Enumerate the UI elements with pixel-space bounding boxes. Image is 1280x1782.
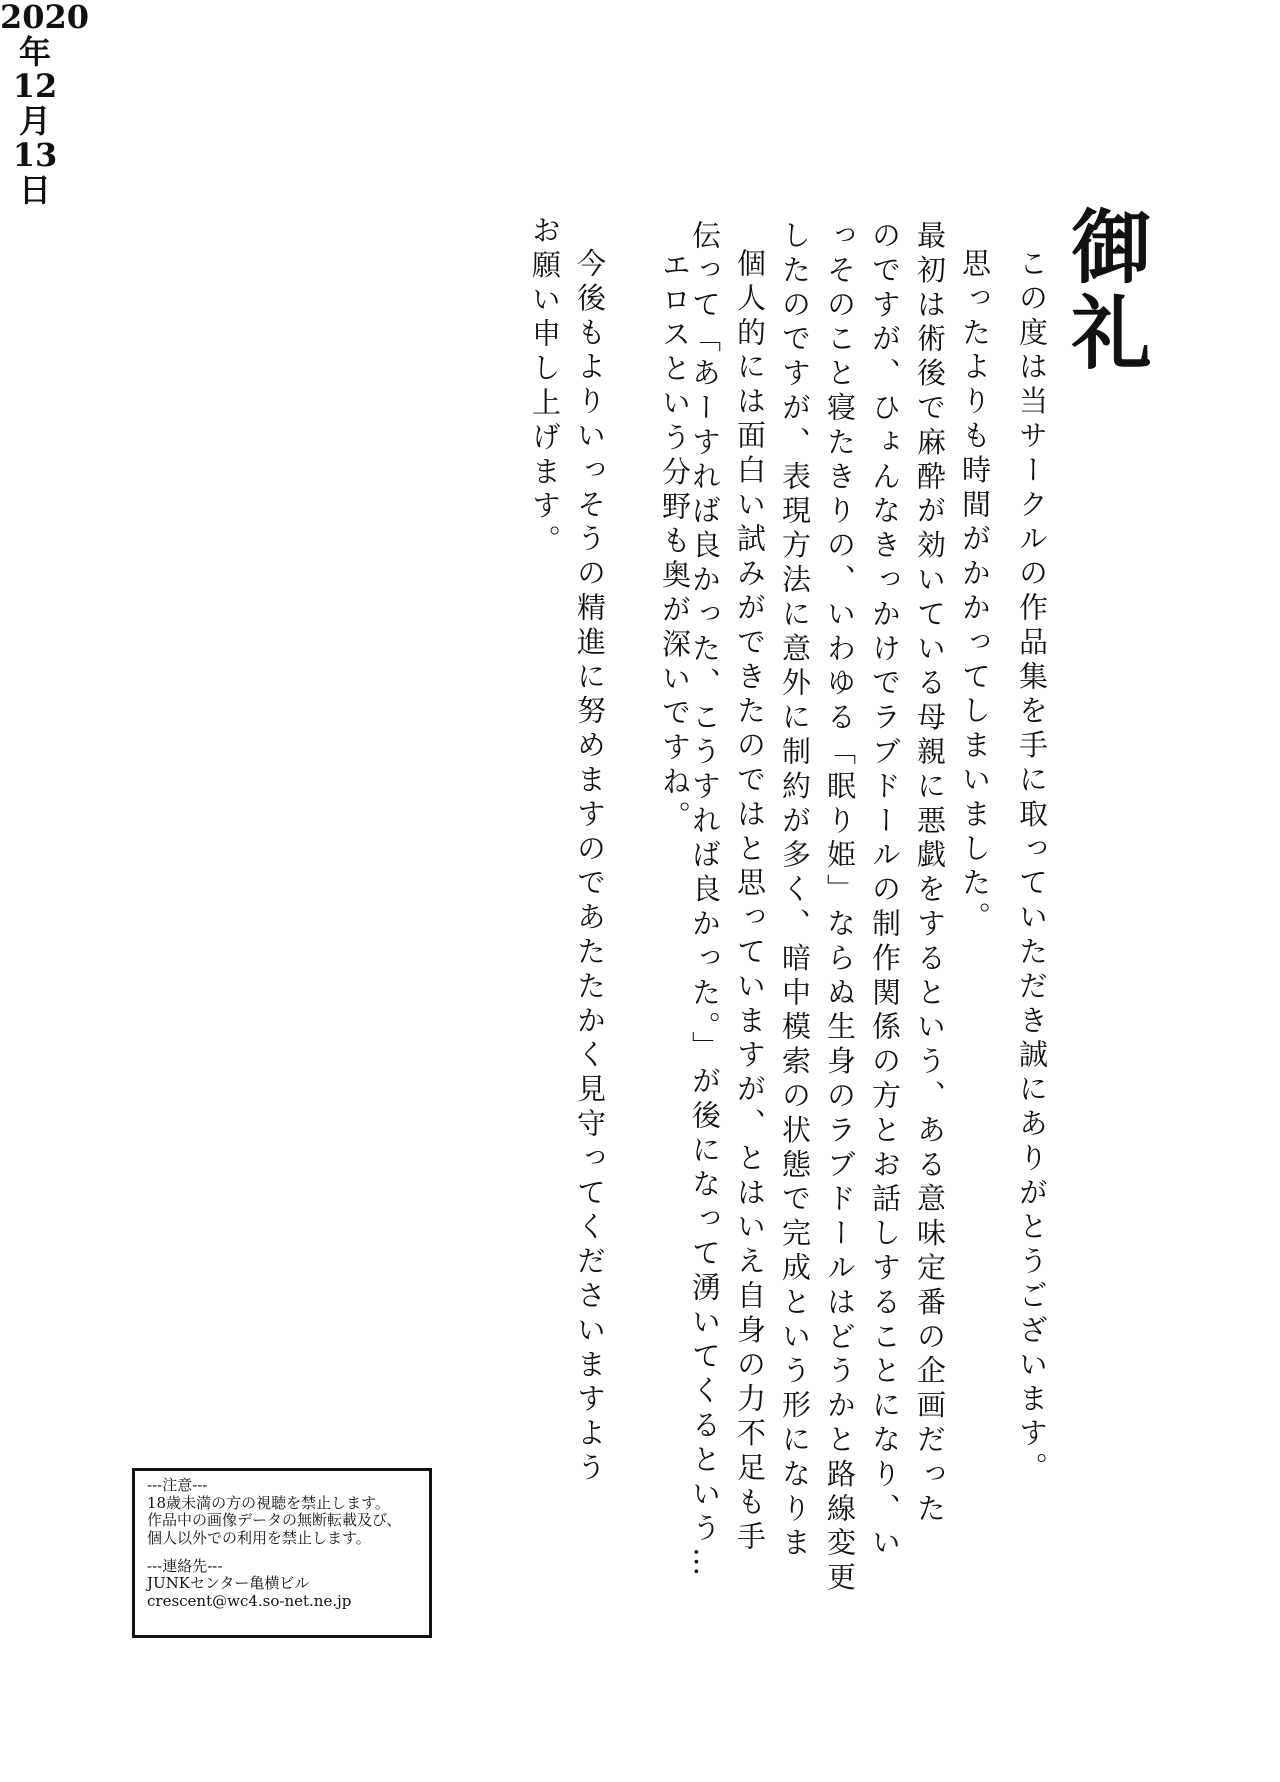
contact-email: crescent@wc4.so-net.ne.jp xyxy=(147,1592,352,1611)
contact-heading: ---連絡先--- xyxy=(147,1556,223,1575)
body-line-12: お願い申し上げます。 xyxy=(528,215,562,559)
body-line-5: っそのこと寝たきりの、いわゆる「眠り姫」ならぬ生身のラブドールはどうかと路線変更 xyxy=(823,220,857,1596)
body-line-2: 思ったよりも時間がかかってしまいました。 xyxy=(958,248,992,936)
page-title: 御礼 xyxy=(1058,205,1152,377)
date-month: 12 xyxy=(12,67,58,106)
body-line-3: 最初は術後で麻酔が効いている母親に悪戯をするという、ある意味定番の企画だった xyxy=(913,220,947,1528)
date-day-unit: 日 xyxy=(18,170,51,209)
date-month-unit: 月 xyxy=(18,101,51,140)
date-year: 2020 xyxy=(0,0,90,36)
notice-line-2: 作品中の画像データの無断転載及び、 xyxy=(147,1511,402,1530)
notice-line-3: 個人以外での利用を禁止します。 xyxy=(147,1529,371,1548)
date-day: 13 xyxy=(12,136,58,175)
notice-heading: ---注意--- xyxy=(147,1476,208,1494)
body-line-8: 個人的には面白い試みができたのではと思っていますが、とはいえ自身の力不足も手 xyxy=(733,248,767,1556)
body-line-9: 伝って「あーすれば良かった、こうすれば良かった。」が後になって湧いてくるという… xyxy=(688,220,722,1582)
body-line-11: 今後もよりいっそうの精進に努めますのであたたかく見守ってくださいますよう xyxy=(573,248,607,1487)
date-year-unit: 年 xyxy=(18,32,51,71)
body-line-10: エロスという分野も奥が深いですね。 xyxy=(658,250,692,835)
body-line-1: この度は当サークルの作品集を手に取っていただき誠にありがとうございます。 xyxy=(1015,248,1049,1487)
notice-line-1: 18歳未満の方の視聴を禁止します。 xyxy=(147,1493,390,1512)
body-line-4: のですが、ひょんなきっかけでラブドールの制作関係の方とお話しすることになり、い xyxy=(868,220,902,1562)
notice-box xyxy=(132,1468,432,1638)
body-line-6: したのですが、表現方法に意外に制約が多く、暗中模索の状態で完成という形になりま xyxy=(778,220,812,1562)
contact-name: JUNKセンター亀横ビル xyxy=(147,1574,310,1593)
date-stamp xyxy=(0,0,90,209)
